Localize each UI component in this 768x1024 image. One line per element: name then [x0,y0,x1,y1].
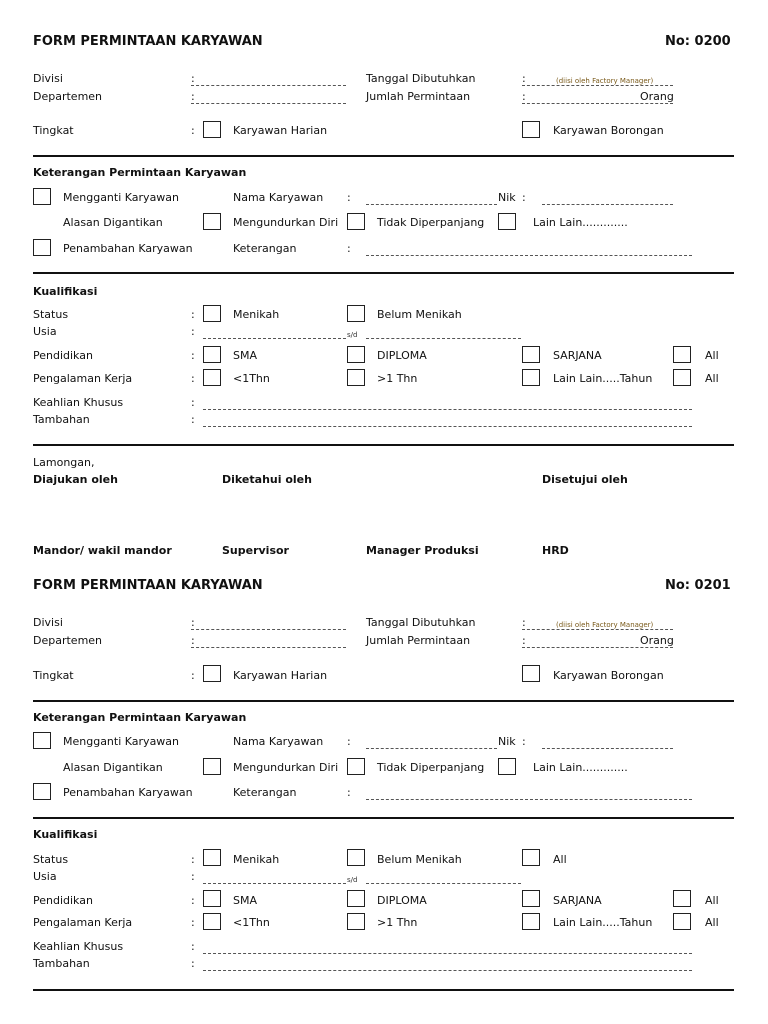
lain-lain-checkbox[interactable] [498,758,516,775]
label-departemen: Departemen [33,634,103,647]
signature-place: Lamongan, [33,456,95,469]
jumlah-unit: Orang [640,90,674,103]
menikah-checkbox[interactable] [203,849,221,866]
label-disetujui: Disetujui oleh [542,473,628,486]
colon: : [191,372,195,385]
label-mengundurkan: Mengundurkan Diri [233,761,339,774]
harian-checkbox[interactable] [203,665,221,682]
label-tambahan: Tambahan [33,957,90,970]
label-nama-karyawan: Nama Karyawan [233,735,324,748]
label-pengalaman-all: All [705,372,719,385]
usia-to-field[interactable] [366,338,521,339]
colon: : [191,634,195,647]
form-number: No: 0201 [665,578,731,593]
lain-tahun-checkbox[interactable] [522,369,540,386]
label-keterangan: Keterangan [233,786,297,799]
divider [33,989,734,991]
label-menikah: Menikah [233,308,280,321]
borongan-checkbox[interactable] [522,665,540,682]
colon: : [191,870,195,883]
jumlah-field[interactable] [522,103,673,104]
nik-field[interactable] [542,748,673,749]
label-mengganti: Mengganti Karyawan [63,191,180,204]
mengganti-checkbox[interactable] [33,732,51,749]
label-alasan: Alasan Digantikan [63,216,163,229]
usia-to-field[interactable] [366,883,521,884]
usia-from-field[interactable] [203,338,346,339]
label-tidak-diperpanjang: Tidak Diperpanjang [377,216,485,229]
label-keterangan: Keterangan [233,242,297,255]
tidak-diperpanjang-checkbox[interactable] [347,213,365,230]
jumlah-field[interactable] [522,647,673,648]
penambahan-checkbox[interactable] [33,239,51,256]
colon: : [191,396,195,409]
section-keterangan: Keterangan Permintaan Karyawan [33,166,247,179]
colon: : [522,616,526,629]
label-nik: Nik [498,735,516,748]
signer-supervisor: Supervisor [222,544,289,557]
label-sd: s/d [347,331,358,339]
label-pendidikan: Pendidikan [33,894,93,907]
status-all-checkbox[interactable] [522,849,540,866]
label-diajukan: Diajukan oleh [33,473,118,486]
tanggal-field[interactable] [522,629,673,630]
label-diploma: DIPLOMA [377,894,427,907]
label-penambahan: Penambahan Karyawan [63,242,193,255]
label-jumlah: Jumlah Permintaan [366,90,471,103]
colon: : [522,634,526,647]
kurang1-checkbox[interactable] [203,369,221,386]
belum-menikah-checkbox[interactable] [347,305,365,322]
divisi-field[interactable] [191,85,346,86]
lebih1-checkbox[interactable] [347,369,365,386]
signer-mandor: Mandor/ wakil mandor [33,544,172,557]
colon: : [191,308,195,321]
lebih1-checkbox[interactable] [347,913,365,930]
label-harian: Karyawan Harian [233,669,328,682]
tambahan-field[interactable] [203,970,692,971]
label-divisi: Divisi [33,72,63,85]
label-status-all: All [553,853,567,866]
label-lebih1: >1 Thn [377,372,418,385]
section-kualifikasi: Kualifikasi [33,285,98,298]
colon: : [191,894,195,907]
keahlian-field[interactable] [203,409,692,410]
label-tanggal: Tanggal Dibutuhkan [366,616,476,629]
menikah-checkbox[interactable] [203,305,221,322]
keahlian-field[interactable] [203,953,692,954]
label-borongan: Karyawan Borongan [553,669,664,682]
colon: : [191,349,195,362]
label-status: Status [33,853,69,866]
label-sarjana: SARJANA [553,349,602,362]
label-lain-lain: Lain Lain............. [533,761,628,774]
label-alasan: Alasan Digantikan [63,761,163,774]
label-belum-menikah: Belum Menikah [377,853,462,866]
label-pendidikan-all: All [705,894,719,907]
pendidikan-all-checkbox[interactable] [673,346,691,363]
label-mengganti: Mengganti Karyawan [63,735,180,748]
sarjana-checkbox[interactable] [522,346,540,363]
label-keahlian: Keahlian Khusus [33,396,124,409]
label-tidak-diperpanjang: Tidak Diperpanjang [377,761,485,774]
lain-lain-checkbox[interactable] [498,213,516,230]
divider [33,272,734,274]
colon: : [191,616,195,629]
jumlah-unit: Orang [640,634,674,647]
label-departemen: Departemen [33,90,103,103]
colon: : [191,669,195,682]
divider [33,444,734,446]
colon: : [522,90,526,103]
label-status: Status [33,308,69,321]
penambahan-checkbox[interactable] [33,783,51,800]
label-mengundurkan: Mengundurkan Diri [233,216,339,229]
tanggal-field[interactable] [522,85,673,86]
pengalaman-all-checkbox[interactable] [673,369,691,386]
label-kurang1: <1Thn [233,372,270,385]
tambahan-field[interactable] [203,426,692,427]
label-pendidikan-all: All [705,349,719,362]
belum-menikah-checkbox[interactable] [347,849,365,866]
label-harian: Karyawan Harian [233,124,328,137]
usia-from-field[interactable] [203,883,346,884]
borongan-checkbox[interactable] [522,121,540,138]
label-lain-lain: Lain Lain............. [533,216,628,229]
colon: : [191,124,195,137]
colon: : [191,853,195,866]
colon: : [191,940,195,953]
label-menikah: Menikah [233,853,280,866]
signer-manager: Manager Produksi [366,544,479,557]
colon: : [191,325,195,338]
label-tanggal: Tanggal Dibutuhkan [366,72,476,85]
label-lain-tahun: Lain Lain.....Tahun [553,916,653,929]
label-sma: SMA [233,349,257,362]
label-pengalaman: Pengalaman Kerja [33,916,133,929]
tanggal-hint: (diisi oleh Factory Manager) [556,621,654,629]
label-usia: Usia [33,325,57,338]
mengganti-checkbox[interactable] [33,188,51,205]
colon: : [191,90,195,103]
label-lain-tahun: Lain Lain.....Tahun [553,372,653,385]
label-sarjana: SARJANA [553,894,602,907]
divider [33,700,734,702]
label-pengalaman-all: All [705,916,719,929]
label-jumlah: Jumlah Permintaan [366,634,471,647]
sma-checkbox[interactable] [203,890,221,907]
nama-karyawan-field[interactable] [366,748,497,749]
sarjana-checkbox[interactable] [522,890,540,907]
label-diketahui: Diketahui oleh [222,473,312,486]
colon: : [191,957,195,970]
colon: : [347,242,351,255]
label-pendidikan: Pendidikan [33,349,93,362]
tanggal-hint: (diisi oleh Factory Manager) [556,77,654,85]
lain-tahun-checkbox[interactable] [522,913,540,930]
mengundurkan-checkbox[interactable] [203,213,221,230]
diploma-checkbox[interactable] [347,346,365,363]
section-keterangan: Keterangan Permintaan Karyawan [33,711,247,724]
pengalaman-all-checkbox[interactable] [673,913,691,930]
label-sma: SMA [233,894,257,907]
harian-checkbox[interactable] [203,121,221,138]
keterangan-field[interactable] [366,799,692,800]
mengundurkan-checkbox[interactable] [203,758,221,775]
colon: : [522,72,526,85]
colon: : [191,916,195,929]
pendidikan-all-checkbox[interactable] [673,890,691,907]
nik-field[interactable] [542,204,673,205]
label-tingkat: Tingkat [33,669,74,682]
sma-checkbox[interactable] [203,346,221,363]
label-usia: Usia [33,870,57,883]
form-title: FORM PERMINTAAN KARYAWAN [33,34,263,49]
label-divisi: Divisi [33,616,63,629]
colon: : [347,786,351,799]
label-borongan: Karyawan Borongan [553,124,664,137]
divisi-field[interactable] [191,629,346,630]
colon: : [347,191,351,204]
label-lebih1: >1 Thn [377,916,418,929]
tidak-diperpanjang-checkbox[interactable] [347,758,365,775]
diploma-checkbox[interactable] [347,890,365,907]
label-diploma: DIPLOMA [377,349,427,362]
form-number: No: 0200 [665,34,731,49]
label-pengalaman: Pengalaman Kerja [33,372,133,385]
departemen-field[interactable] [191,647,346,648]
colon: : [522,735,526,748]
departemen-field[interactable] [191,103,346,104]
nama-karyawan-field[interactable] [366,204,497,205]
section-kualifikasi: Kualifikasi [33,828,98,841]
form-title: FORM PERMINTAAN KARYAWAN [33,578,263,593]
label-keahlian: Keahlian Khusus [33,940,124,953]
label-belum-menikah: Belum Menikah [377,308,462,321]
kurang1-checkbox[interactable] [203,913,221,930]
colon: : [191,413,195,426]
divider [33,155,734,157]
label-sd: s/d [347,876,358,884]
colon: : [191,72,195,85]
colon: : [347,735,351,748]
divider [33,817,734,819]
label-nik: Nik [498,191,516,204]
label-tambahan: Tambahan [33,413,90,426]
signer-hrd: HRD [542,544,569,557]
label-penambahan: Penambahan Karyawan [63,786,193,799]
label-tingkat: Tingkat [33,124,74,137]
label-nama-karyawan: Nama Karyawan [233,191,324,204]
label-kurang1: <1Thn [233,916,270,929]
colon: : [522,191,526,204]
keterangan-field[interactable] [366,255,692,256]
